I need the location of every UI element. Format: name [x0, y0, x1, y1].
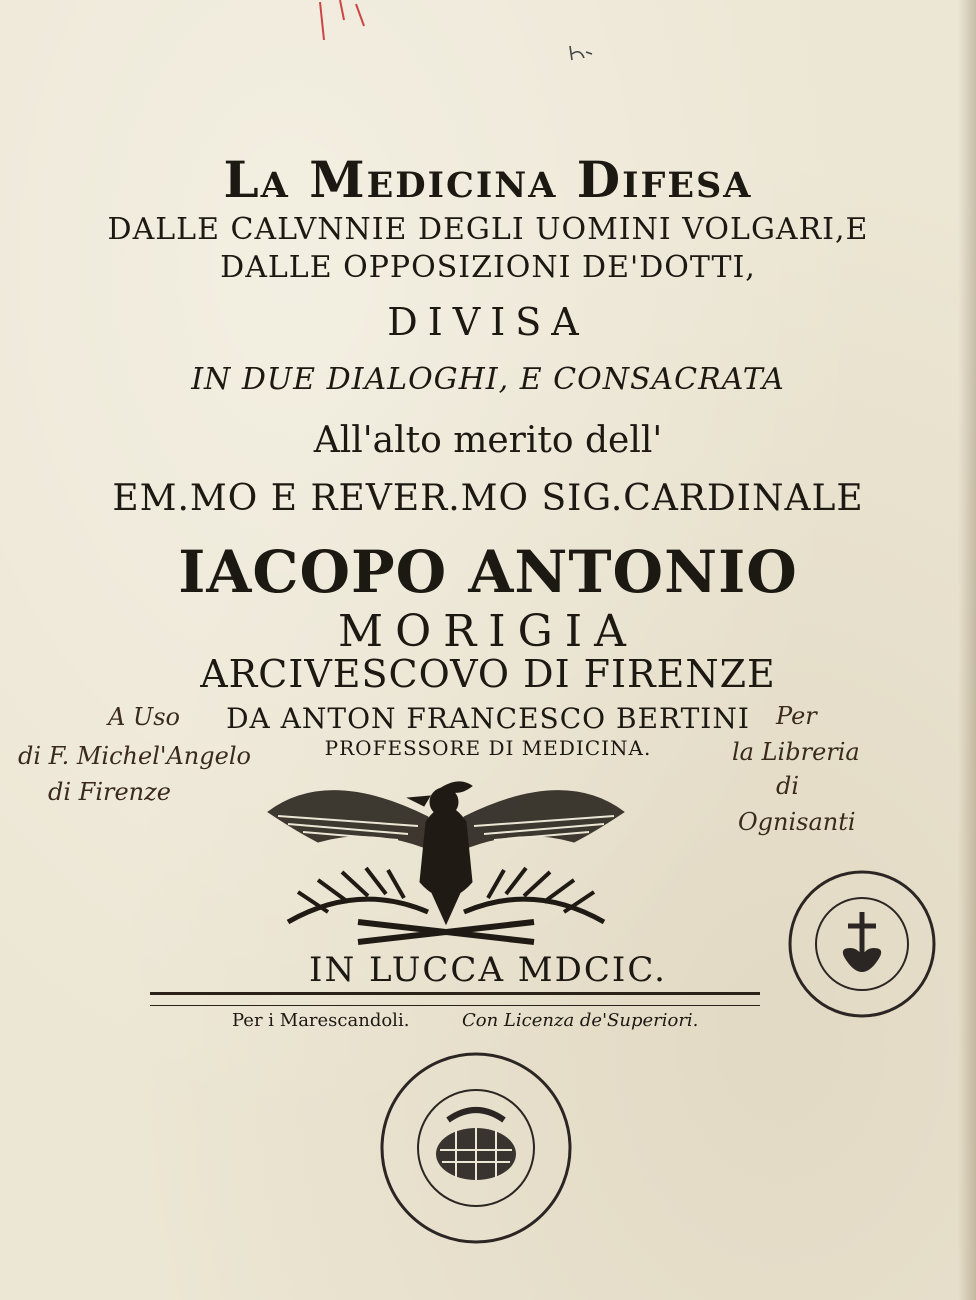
dedicatee-office: ARCIVESCOVO DI FIRENZE — [200, 652, 776, 696]
pen-mark — [566, 42, 596, 64]
library-stamp-bottom-icon — [378, 1050, 574, 1246]
page-edge-shadow — [958, 0, 976, 1300]
title-line-5: IN DUE DIALOGHI, E CONSACRATA — [191, 362, 785, 397]
title-line-1: La Medicina Difesa — [223, 150, 753, 209]
title-line-2: DALLE CALVNNIE DEGLI UOMINI VOLGARI,E — [107, 212, 869, 247]
red-pencil-mark — [312, 0, 372, 44]
publisher-line: Per i Marescandoli. — [232, 1010, 410, 1031]
dedication-line: All'alto merito dell' — [313, 420, 663, 461]
title-line-3: DALLE OPPOSIZIONI DE'DOTTI, — [220, 250, 756, 285]
dedicatee-name: IACOPO ANTONIO — [178, 538, 798, 606]
manuscript-note-left-1: A Uso — [108, 703, 180, 731]
manuscript-note-right-2: la Libreria — [732, 738, 860, 766]
eagle-printer-device-icon — [258, 772, 634, 950]
manuscript-note-right-4: Ognisanti — [738, 808, 856, 836]
author-profession: PROFESSORE DI MEDICINA. — [324, 736, 652, 760]
author-line: DA ANTON FRANCESCO BERTINI — [226, 702, 750, 735]
manuscript-note-right-3: di — [776, 772, 800, 800]
double-rule-divider — [150, 992, 760, 1006]
dedicatee-surname: MORIGIA — [338, 606, 638, 657]
manuscript-note-right-1: Per — [776, 702, 817, 730]
library-stamp-right-icon — [786, 868, 938, 1020]
cardinal-title: EM.MO E REVER.MO SIG.CARDINALE — [112, 478, 864, 519]
manuscript-note-left-3: di Firenze — [48, 778, 171, 806]
manuscript-note-left-2: di F. Michel'Angelo — [18, 742, 251, 770]
license-line: Con Licenza de'Superiori. — [462, 1010, 699, 1031]
imprint-line: IN LUCCA MDCIC. — [309, 950, 667, 990]
title-line-4: DIVISA — [387, 300, 589, 344]
